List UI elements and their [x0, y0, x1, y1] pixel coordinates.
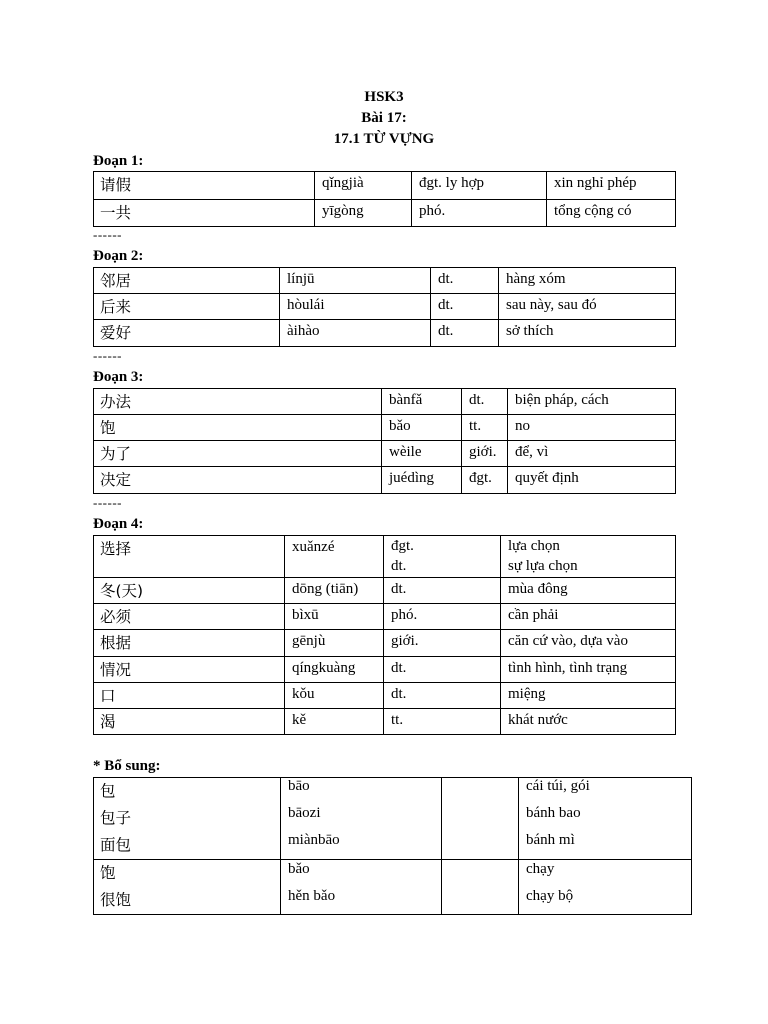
doc-lesson-title: Bài 17: — [361, 110, 407, 126]
separator: ------ — [93, 227, 122, 242]
table-row — [94, 200, 676, 227]
meaning-cell: biện pháp, cách — [508, 389, 676, 415]
meaning-line: bánh bao — [526, 805, 581, 821]
word-type-cell — [384, 536, 501, 578]
vocab-table-1 — [93, 171, 676, 227]
pinyin-cell: qǐngjià — [315, 172, 412, 200]
meaning-line: lựa chọn — [508, 538, 560, 554]
hanzi-line: 面包 — [100, 836, 132, 854]
word-type-line: đgt. — [391, 538, 414, 554]
pinyin-line: miànbāo — [288, 832, 340, 848]
table-row — [94, 536, 676, 578]
pinyin-cell: yīgòng — [315, 200, 412, 227]
segment-2-title: Đoạn 2: — [93, 248, 144, 264]
table-row — [94, 268, 676, 294]
hanzi-cell: 请假 — [94, 172, 315, 200]
word-type-cell: dt. — [431, 294, 499, 320]
meaning-cell: quyết định — [508, 467, 676, 494]
word-type-cell: tt. — [462, 415, 508, 441]
table-row — [94, 389, 676, 415]
pinyin-cell: bànfǎ — [382, 389, 462, 415]
meaning-cell: để, vì — [508, 441, 676, 467]
table-row — [94, 441, 676, 467]
doc-section-title: 17.1 TỪ VỰNG — [333, 131, 435, 147]
hanzi-cell: 口 — [94, 683, 285, 709]
empty-cell — [442, 860, 519, 915]
separator: ------ — [93, 495, 122, 510]
table-row — [94, 630, 676, 657]
pinyin-cell — [281, 778, 442, 860]
pinyin-line: bǎo — [288, 861, 310, 877]
table-row — [94, 860, 692, 915]
meaning-cell — [519, 860, 692, 915]
hanzi-cell: 渴 — [94, 709, 285, 735]
pinyin-cell — [281, 860, 442, 915]
hanzi-cell: 一共 — [94, 200, 315, 227]
separator: ------ — [93, 348, 122, 363]
table-row — [94, 415, 676, 441]
hanzi-line: 很饱 — [100, 891, 132, 909]
hanzi-cell: 冬(天) — [94, 578, 285, 604]
table-row — [94, 578, 676, 604]
meaning-cell — [501, 536, 676, 578]
vocab-table-3 — [93, 388, 676, 494]
word-type-cell: dt. — [384, 578, 501, 604]
meaning-cell — [519, 778, 692, 860]
segment-4-title: Đoạn 4: — [93, 516, 144, 532]
hanzi-cell: 爱好 — [94, 320, 280, 347]
pinyin-cell: dōng (tiān) — [285, 578, 384, 604]
segment-3-title: Đoạn 3: — [93, 369, 144, 385]
word-type-cell: dt. — [431, 320, 499, 347]
pinyin-cell: bìxū — [285, 604, 384, 630]
table-row — [94, 294, 676, 320]
hanzi-cell: 邻居 — [94, 268, 280, 294]
word-type-line: dt. — [391, 558, 407, 574]
hanzi-line: 包子 — [100, 809, 132, 827]
table-row — [94, 320, 676, 347]
table-row — [94, 604, 676, 630]
word-type-cell: giới. — [384, 630, 501, 657]
hanzi-cell: 办法 — [94, 389, 382, 415]
table-row — [94, 172, 676, 200]
word-type-cell: dt. — [384, 683, 501, 709]
meaning-cell: sau này, sau đó — [499, 294, 676, 320]
meaning-cell: no — [508, 415, 676, 441]
word-type-cell: dt. — [431, 268, 499, 294]
meaning-cell: khát nước — [501, 709, 676, 735]
hanzi-line: 包 — [100, 782, 116, 800]
table-row — [94, 778, 692, 860]
pinyin-cell: xuǎnzé — [285, 536, 384, 578]
meaning-line: sự lựa chọn — [508, 558, 578, 574]
pinyin-line: bāo — [288, 778, 310, 794]
pinyin-cell: gēnjù — [285, 630, 384, 657]
meaning-cell: sở thích — [499, 320, 676, 347]
meaning-cell: mùa đông — [501, 578, 676, 604]
hanzi-cell — [94, 778, 281, 860]
word-type-cell: dt. — [462, 389, 508, 415]
vocab-table-4 — [93, 535, 676, 735]
pinyin-cell: hòulái — [280, 294, 431, 320]
meaning-line: bánh mì — [526, 832, 575, 848]
pinyin-cell: línjū — [280, 268, 431, 294]
doc-level-title: HSK3 — [364, 89, 404, 105]
meaning-line: chạy — [526, 861, 555, 877]
word-type-cell: đgt. ly hợp — [412, 172, 547, 200]
meaning-line: cái túi, gói — [526, 778, 590, 794]
meaning-cell: miệng — [501, 683, 676, 709]
word-type-cell: giới. — [462, 441, 508, 467]
hanzi-cell: 选择 — [94, 536, 285, 578]
meaning-cell: hàng xóm — [499, 268, 676, 294]
segment-1-title: Đoạn 1: — [93, 153, 144, 169]
hanzi-cell: 为了 — [94, 441, 382, 467]
supplement-table — [93, 777, 692, 915]
meaning-line: chạy bộ — [526, 888, 574, 904]
word-type-cell: dt. — [384, 657, 501, 683]
hanzi-cell: 后来 — [94, 294, 280, 320]
pinyin-line: bāozi — [288, 805, 321, 821]
pinyin-cell: kě — [285, 709, 384, 735]
pinyin-cell: àihào — [280, 320, 431, 347]
table-row — [94, 467, 676, 494]
word-type-cell: phó. — [412, 200, 547, 227]
word-type-cell: đgt. — [462, 467, 508, 494]
hanzi-cell: 情况 — [94, 657, 285, 683]
hanzi-cell: 根据 — [94, 630, 285, 657]
word-type-cell: tt. — [384, 709, 501, 735]
pinyin-cell: kǒu — [285, 683, 384, 709]
meaning-cell: căn cứ vào, dựa vào — [501, 630, 676, 657]
meaning-cell: cần phải — [501, 604, 676, 630]
pinyin-cell: juédìng — [382, 467, 462, 494]
hanzi-line: 饱 — [100, 864, 116, 882]
pinyin-cell: wèile — [382, 441, 462, 467]
meaning-cell: xin nghỉ phép — [547, 172, 676, 200]
table-row — [94, 709, 676, 735]
empty-cell — [442, 778, 519, 860]
word-type-cell: phó. — [384, 604, 501, 630]
meaning-cell: tổng cộng có — [547, 200, 676, 227]
pinyin-cell: bǎo — [382, 415, 462, 441]
pinyin-line: hěn bǎo — [288, 888, 336, 904]
vocab-table-2 — [93, 267, 676, 347]
hanzi-cell: 必须 — [94, 604, 285, 630]
hanzi-cell — [94, 860, 281, 915]
supplement-title: * Bổ sung: — [93, 758, 161, 774]
table-row — [94, 683, 676, 709]
meaning-cell: tình hình, tình trạng — [501, 657, 676, 683]
hanzi-cell: 饱 — [94, 415, 382, 441]
table-row — [94, 657, 676, 683]
pinyin-cell: qíngkuàng — [285, 657, 384, 683]
hanzi-cell: 决定 — [94, 467, 382, 494]
